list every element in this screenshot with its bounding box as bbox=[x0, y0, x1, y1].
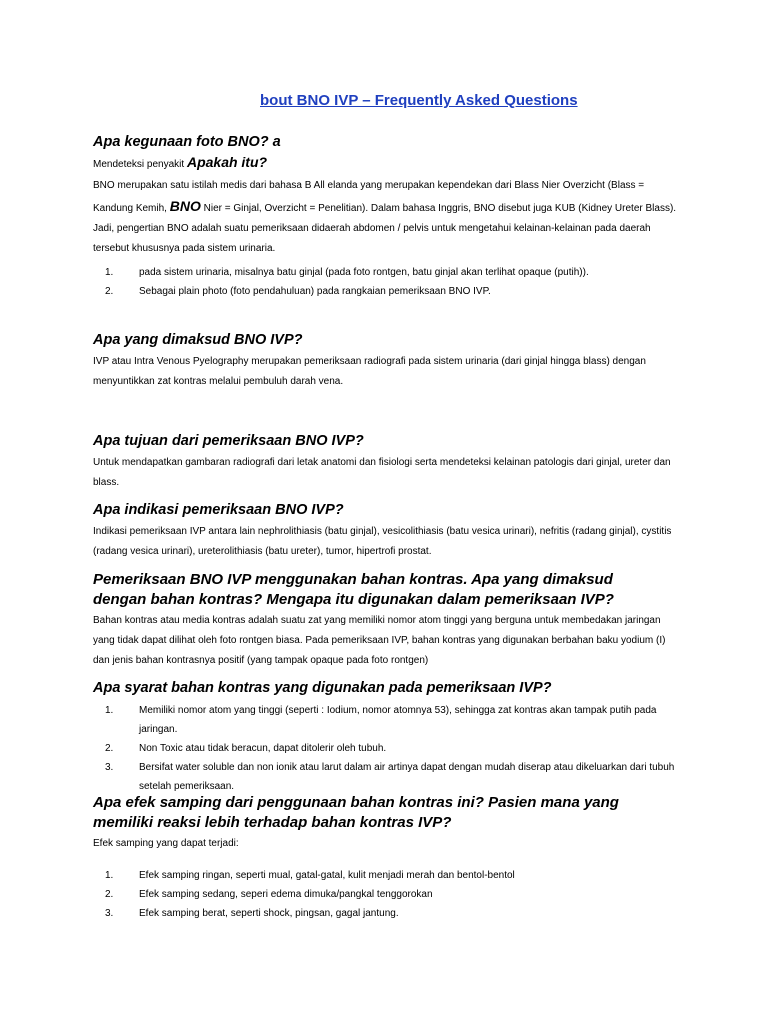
heading-syarat: Apa syarat bahan kontras yang digunakan pada pemeriksaan IVP? bbox=[93, 680, 552, 696]
heading-efek-samping-2: memiliki reaksi lebih terhadap bahan kontras IVP? bbox=[93, 814, 452, 831]
list-syarat bbox=[93, 701, 683, 796]
list-text: Efek samping sedang, seperi edema dimuka/pangkal tenggorokan bbox=[139, 889, 433, 900]
text-bno-def-b: Nier = Ginjal, Overzicht = Penelitian). Dalam bahasa Inggris, BNO disebut juga KUB (Kidney Ureter Blass). Jadi, pengertian BNO adalah suatu pemeriksaan didaerah abdomen / pelvis untuk mengetahui kelainan-kelainan pada daerah tersebut khususnya pada sistem urinaria. bbox=[93, 203, 677, 254]
list-text: Non Toxic atau tidak beracun, dapat ditolerir oleh tubuh. bbox=[139, 743, 387, 754]
list-text: Bersifat water soluble dan non ionik atau larut dalam air artinya dapat dengan mudah diserap atau dikeluarkan dari tubuh setelah pemeriksaan. bbox=[139, 762, 675, 792]
heading-kegunaan-bno: Apa kegunaan foto BNO? a bbox=[93, 134, 281, 150]
list-item bbox=[93, 739, 683, 758]
list-text: pada sistem urinaria, misalnya batu ginjal (pada foto rontgen, batu ginjal akan terlihat opaque (putih)). bbox=[139, 267, 589, 278]
heading-bahan-kontras-2: dengan bahan kontras? Mengapa itu digunakan dalam pemeriksaan IVP? bbox=[93, 591, 614, 608]
list-number: 2. bbox=[105, 286, 114, 297]
list-number: 2. bbox=[105, 889, 114, 900]
list-item bbox=[93, 904, 683, 923]
list-item bbox=[93, 866, 683, 885]
heading-dimaksud-bno-ivp: Apa yang dimaksud BNO IVP? bbox=[93, 332, 303, 348]
paragraph-tujuan: Untuk mendapatkan gambaran radiografi dari letak anatomi dan fisiologi serta mendeteksi kelainan patologis dari ginjal, ureter dan blass. bbox=[93, 457, 671, 488]
paragraph-mendeteksi bbox=[93, 152, 683, 175]
list-number: 3. bbox=[105, 762, 114, 773]
paragraph-ivp-definition: IVP atau Intra Venous Pyelography merupakan pemeriksaan radiografi pada sistem urinaria (dari ginjal hingga blass) dengan menyuntikkan zat kontras melalui pembuluh darah vena. bbox=[93, 356, 646, 387]
list-item bbox=[93, 701, 683, 739]
list-efek-samping bbox=[93, 866, 683, 923]
paragraph-efek-samping: Efek samping yang dapat terjadi: bbox=[93, 838, 239, 849]
list-number: 3. bbox=[105, 908, 114, 919]
list-text: Efek samping berat, seperti shock, pingsan, gagal jantung. bbox=[139, 908, 399, 919]
document-title-link[interactable]: bout BNO IVP – Frequently Asked Questions bbox=[260, 92, 578, 109]
heading-tujuan: Apa tujuan dari pemeriksaan BNO IVP? bbox=[93, 433, 364, 449]
paragraph-bno-definition bbox=[93, 176, 683, 259]
text-bno-def-a: BNO merupakan satu istilah medis dari bahasa B All elanda yang merupakan kependekan dari Blass Nier Overzicht (Blass = Kandung Kemih, bbox=[93, 180, 645, 214]
paragraph-indikasi: Indikasi pemeriksaan IVP antara lain nephrolithiasis (batu ginjal), vesicolithiasis (batu vesica urinari), nefritis (radang ginjal), cystitis (radang vesica urinari), ureterolithiasis (batu ureter), tumor, hipertrofi prostat. bbox=[93, 526, 672, 557]
paragraph-bahan-kontras: Bahan kontras atau media kontras adalah suatu zat yang memiliki nomor atom tinggi yang berguna untuk membedakan jaringan yang tidak dapat dilihat oleh foto rontgen biasa. Pada pemeriksaan IVP, bahan kontras yang digunakan berbahan baku yodium (I) dan jenis bahan kontrasnya positif (yang tampak opaque pada foto rontgen) bbox=[93, 615, 666, 666]
list-number: 2. bbox=[105, 743, 114, 754]
heading-efek-samping-1: Apa efek samping dari penggunaan bahan kontras ini? Pasien mana yang bbox=[93, 794, 619, 811]
list-item bbox=[93, 282, 683, 301]
text-apakah-itu: Apakah itu? bbox=[186, 154, 268, 170]
list-number: 1. bbox=[105, 705, 114, 716]
list-text: Sebagai plain photo (foto pendahuluan) pada rangkaian pemeriksaan BNO IVP. bbox=[139, 286, 491, 297]
list-item bbox=[93, 885, 683, 904]
list-text: Efek samping ringan, seperti mual, gatal-gatal, kulit menjadi merah dan bentol-bentol bbox=[139, 870, 515, 881]
list-text: Memiliki nomor atom yang tinggi (seperti : Iodium, nomor atomnya 53), sehingga zat kontras akan tampak putih pada jaringan. bbox=[139, 705, 657, 735]
list-kegunaan bbox=[93, 263, 683, 301]
list-item bbox=[93, 758, 683, 796]
text-mendeteksi: Mendeteksi penyakit bbox=[93, 159, 187, 170]
heading-indikasi: Apa indikasi pemeriksaan BNO IVP? bbox=[93, 502, 344, 518]
list-number: 1. bbox=[105, 870, 114, 881]
list-item bbox=[93, 263, 683, 282]
text-bno-inline: BNO bbox=[169, 198, 201, 214]
heading-bahan-kontras-1: Pemeriksaan BNO IVP menggunakan bahan kontras. Apa yang dimaksud bbox=[93, 571, 613, 588]
list-number: 1. bbox=[105, 267, 114, 278]
